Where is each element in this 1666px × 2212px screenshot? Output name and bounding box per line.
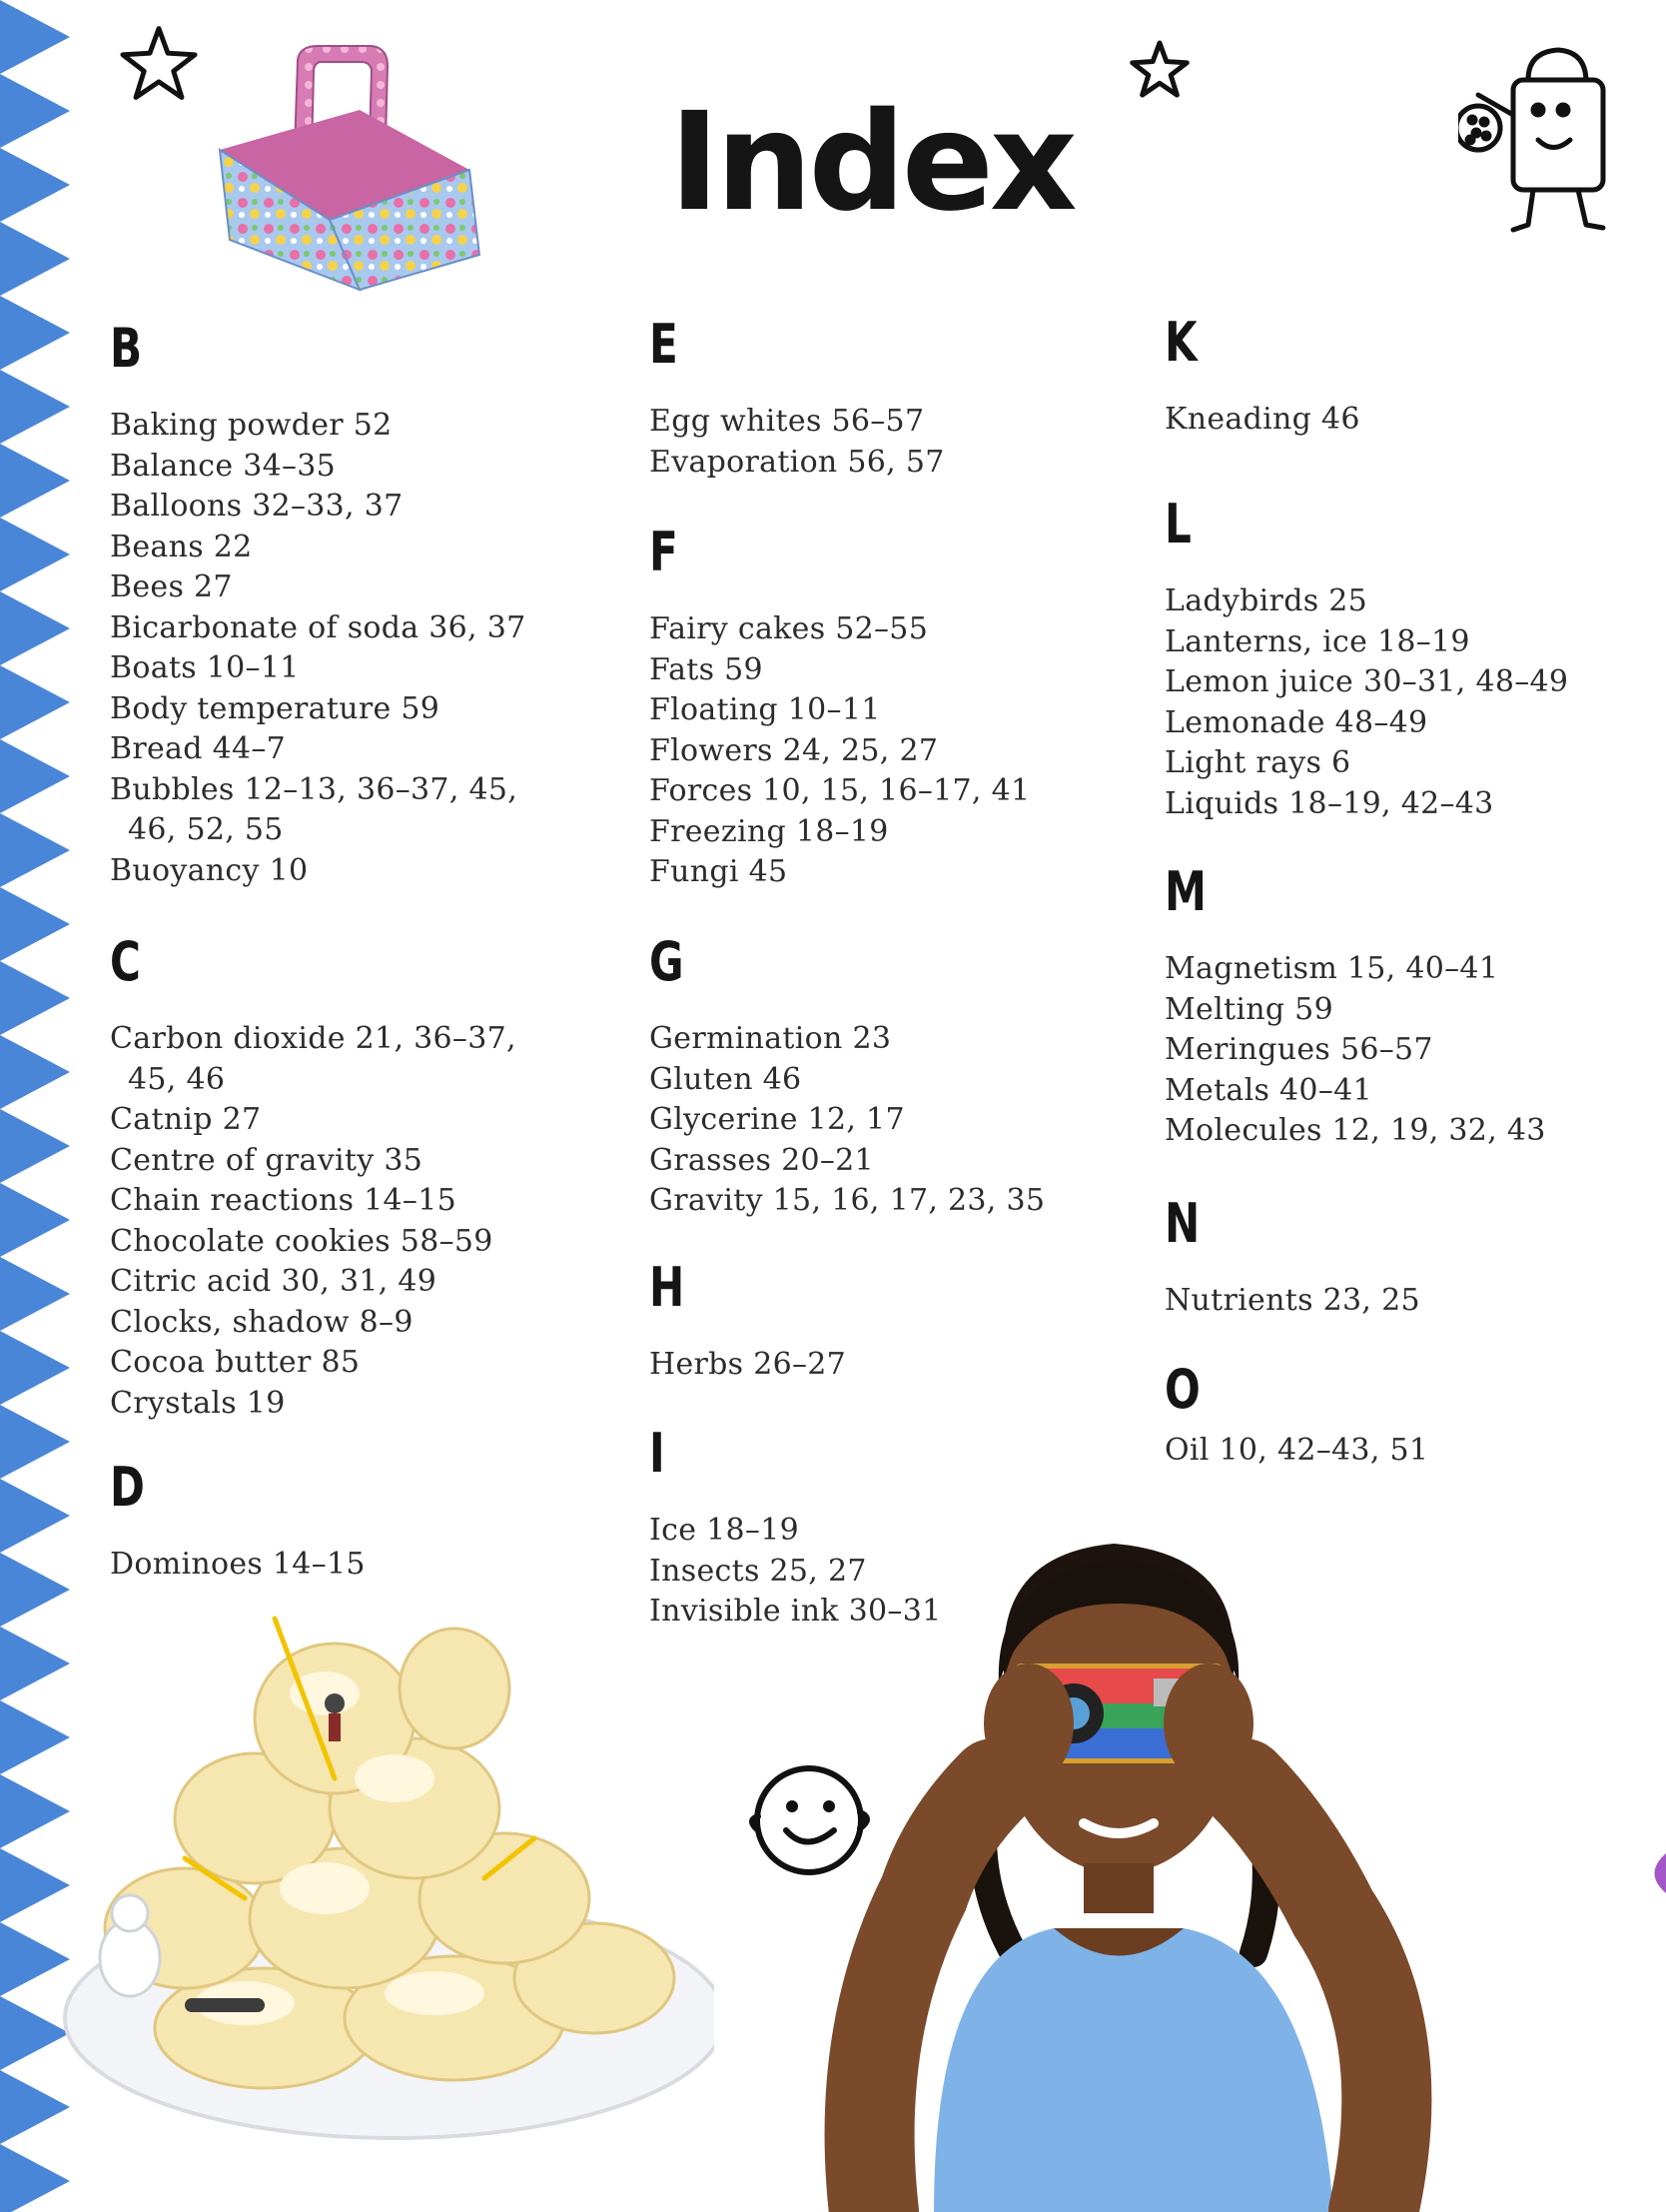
entry-list [649,1511,1169,1633]
entry-list [1165,1431,1666,1472]
index-entry: Chocolate cookies 58–59 [110,1223,493,1259]
index-entry: Fats 59 [649,651,763,687]
index-entry: Citric acid 30, 31, 49 [110,1264,437,1299]
index-section-c [110,930,629,1424]
index-entry: Meringues 56–57 [1165,1032,1433,1067]
index-entry: Bread 44–7 [110,731,287,766]
index-entry: Melting 59 [1165,991,1333,1027]
index-entry: Baking powder 52 [110,408,393,443]
section-letter: E [649,313,678,376]
index-entry: Gluten 46 [649,1061,802,1097]
index-section-l [1165,493,1666,824]
section-letter: H [649,1256,685,1319]
index-entry: Boats 10–11 [110,650,300,685]
entry-list [1165,949,1666,1152]
index-entry: Egg whites 56–57 [649,404,925,439]
index-entry: Catnip 27 [110,1102,262,1137]
index-entry: Insects 25, 27 [649,1553,867,1589]
index-entry: Freezing 18–19 [649,813,889,849]
section-letter: I [649,1422,665,1485]
entry-list [649,609,1169,893]
section-letter: F [649,521,678,583]
entry-list [649,402,1169,483]
entry-list [110,1019,629,1424]
index-entry: Lemon juice 30–31, 48–49 [1165,664,1569,699]
section-letter: C [110,930,141,993]
index-entry: Balance 34–35 [110,448,337,484]
index-entry: Kneading 46 [1165,402,1360,437]
entry-list [110,406,629,891]
index-section-n [1165,1192,1666,1322]
index-entry: Lanterns, ice 18–19 [1165,623,1470,659]
index-section-k [1165,311,1666,441]
star-doodle-icon [118,22,200,104]
index-entry: Bees 27 [110,569,233,604]
meringue-pile-image [35,1599,714,2212]
index-entry: Fungi 45 [649,854,788,889]
index-entry: Cocoa butter 85 [110,1345,361,1380]
index-entry: Nutrients 23, 25 [1165,1283,1420,1318]
section-letter: O [1165,1358,1201,1421]
index-entry: Glycerine 12, 17 [649,1102,905,1137]
index-entry: Clocks, shadow 8–9 [110,1304,414,1340]
section-letter: M [1165,860,1207,923]
index-section-e [649,313,1169,483]
index-entry: Oil 10, 42–43, 51 [1165,1433,1429,1468]
entry-list [1165,400,1666,441]
index-entry: Metals 40–41 [1165,1072,1372,1108]
index-entry: Gravity 15, 16, 17, 23, 35 [649,1183,1046,1218]
index-entry: Ice 18–19 [649,1513,799,1548]
paper-basket-image [210,40,519,300]
index-entry: Body temperature 59 [110,690,440,726]
section-letter: K [1165,311,1198,374]
index-entry: Grasses 20–21 [649,1142,874,1178]
index-section-b [110,317,629,891]
index-entry: Bicarbonate of soda 36, 37 [110,609,526,645]
index-entry: Flowers 24, 25, 27 [649,732,939,768]
entry-list [1165,1281,1666,1322]
watering-can-doodle-icon [1458,40,1628,260]
index-entry: Germination 23 [649,1021,892,1056]
index-section-g [649,930,1169,1222]
index-entry: Molecules 12, 19, 32, 43 [1165,1113,1546,1148]
index-section-f [649,521,1169,893]
entry-continuation: 46, 52, 55 [128,812,284,847]
section-letter: L [1165,493,1192,555]
entry-text: Carbon dioxide 21, 36–37, [110,1021,516,1056]
section-letter: N [1165,1192,1201,1255]
entry-continuation: 45, 46 [128,1061,226,1097]
index-entry: Chain reactions 14–15 [110,1183,457,1218]
entry-list [110,1545,629,1586]
index-entry: Balloons 32–33, 37 [110,489,404,524]
index-entry: Herbs 26–27 [649,1347,847,1382]
entry-list [649,1345,1169,1386]
index-entry: Evaporation 56, 57 [649,444,945,480]
girl-with-camera-image [814,1534,1666,2212]
purple-shape-decoration [1643,1853,1666,1893]
index-section-h [649,1256,1169,1386]
index-entry [110,1019,629,1100]
index-entry: Magnetism 15, 40–41 [1165,951,1499,986]
index-entry: Crystals 19 [110,1385,286,1421]
index-section-d [110,1456,629,1586]
index-entry: Light rays 6 [1165,745,1351,780]
section-letter: D [110,1456,145,1519]
page-title: Index [669,84,1074,242]
section-letter: G [649,930,684,993]
index-entry: Floating 10–11 [649,692,881,727]
index-entry: Centre of gravity 35 [110,1142,423,1178]
index-entry [110,770,629,851]
index-entry: Invisible ink 30–31 [649,1594,942,1629]
index-entry: Dominoes 14–15 [110,1547,366,1582]
index-entry: Beans 22 [110,529,253,564]
index-entry: Buoyancy 10 [110,852,309,888]
index-entry: Ladybirds 25 [1165,583,1368,618]
index-entry: Liquids 18–19, 42–43 [1165,785,1494,821]
index-section-i [649,1422,1169,1633]
entry-list [649,1019,1169,1222]
entry-list [1165,581,1666,824]
index-entry: Lemonade 48–49 [1165,704,1428,740]
entry-text: Bubbles 12–13, 36–37, 45, [110,771,518,807]
index-section-o [1165,1358,1666,1472]
section-letter: B [110,317,143,380]
star-doodle-icon [1129,38,1191,100]
index-entry: Fairy cakes 52–55 [649,611,929,646]
index-entry: Forces 10, 15, 16–17, 41 [649,773,1031,808]
index-section-m [1165,860,1666,1152]
